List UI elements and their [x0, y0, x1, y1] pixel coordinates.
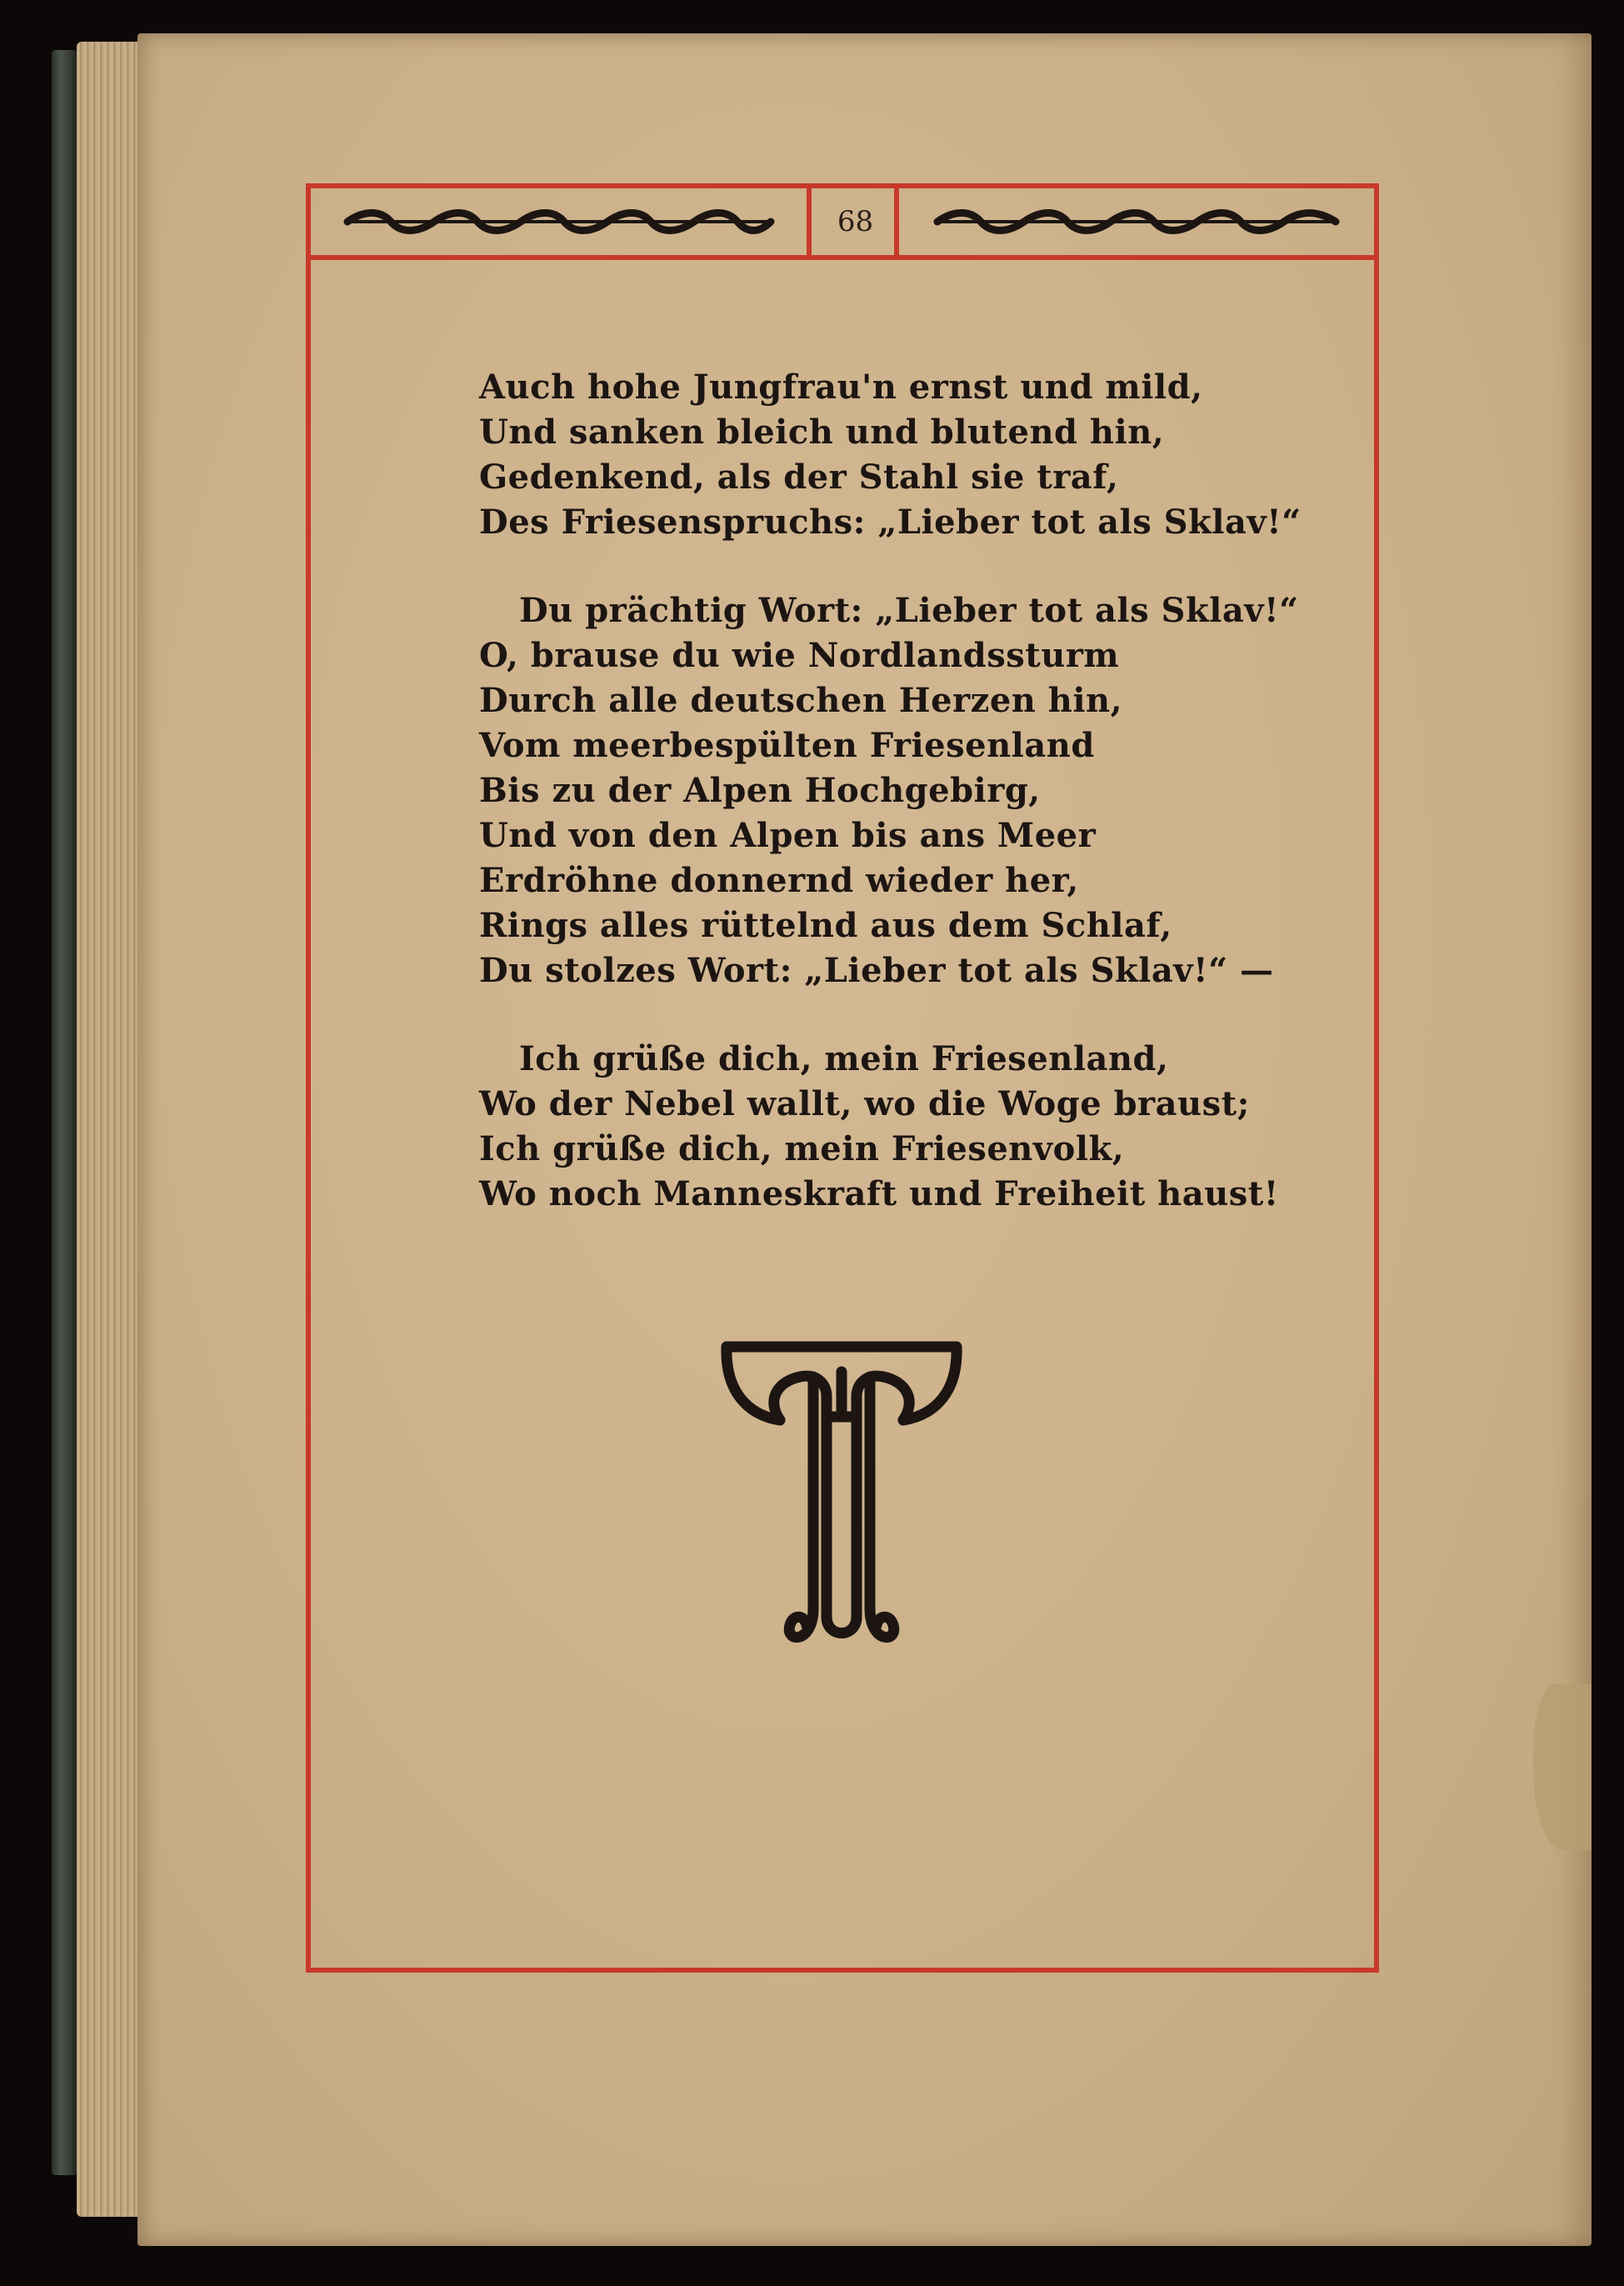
art-nouveau-vignette-icon: [717, 1333, 967, 1658]
page-number: 68: [837, 205, 874, 238]
poem-line: Und von den Alpen bis ans Meer: [479, 816, 1097, 855]
torn-edge: [1533, 1683, 1592, 1850]
poem-line: Erdröhne donnernd wieder her,: [479, 861, 1079, 900]
poem-line: Vom meerbespülten Friesenland: [479, 726, 1095, 765]
poem-line: Wo noch Manneskraft und Freiheit haust!: [479, 1174, 1279, 1213]
end-vignette: [717, 1333, 967, 1658]
wave-scroll-ornament-icon: [932, 205, 1341, 238]
header-ornament-right: [894, 188, 1374, 255]
wave-scroll-ornament-icon: [342, 205, 776, 238]
poem-line: Du stolzes Wort: „Lieber tot als Sklav!“ —: [479, 951, 1274, 990]
poem-line: Du prächtig Wort: „Lieber tot als Sklav!“: [519, 591, 1299, 630]
poem-line: Ich grüße dich, mein Friesenland,: [519, 1039, 1169, 1078]
poem-text: [479, 365, 1312, 1260]
book-spine: [52, 50, 77, 2175]
poem-line: Und sanken bleich und blutend hin,: [479, 413, 1165, 452]
stanza-1: [479, 365, 1312, 545]
poem-line: Auch hohe Jungfrau'n ernst und mild,: [479, 368, 1203, 407]
poem-line: Wo der Nebel wallt, wo die Woge braust;: [479, 1084, 1250, 1123]
poem-line: Rings alles rüttelnd aus dem Schlaf,: [479, 906, 1172, 945]
poem-line: Gedenkend, als der Stahl sie traf,: [479, 458, 1119, 497]
poem-line: Des Friesenspruchs: „Lieber tot als Sklav!“: [479, 503, 1302, 542]
poem-line: Ich grüße dich, mein Friesenvolk,: [479, 1129, 1125, 1168]
poem-line: O, brause du wie Nordlandssturm: [479, 636, 1120, 675]
header-ornament-left: [311, 188, 812, 255]
poem-line: Durch alle deutschen Herzen hin,: [479, 681, 1123, 720]
poem-line: Bis zu der Alpen Hochgebirg,: [479, 771, 1041, 810]
stanza-2: [479, 588, 1312, 993]
stanza-3: [479, 1037, 1312, 1217]
